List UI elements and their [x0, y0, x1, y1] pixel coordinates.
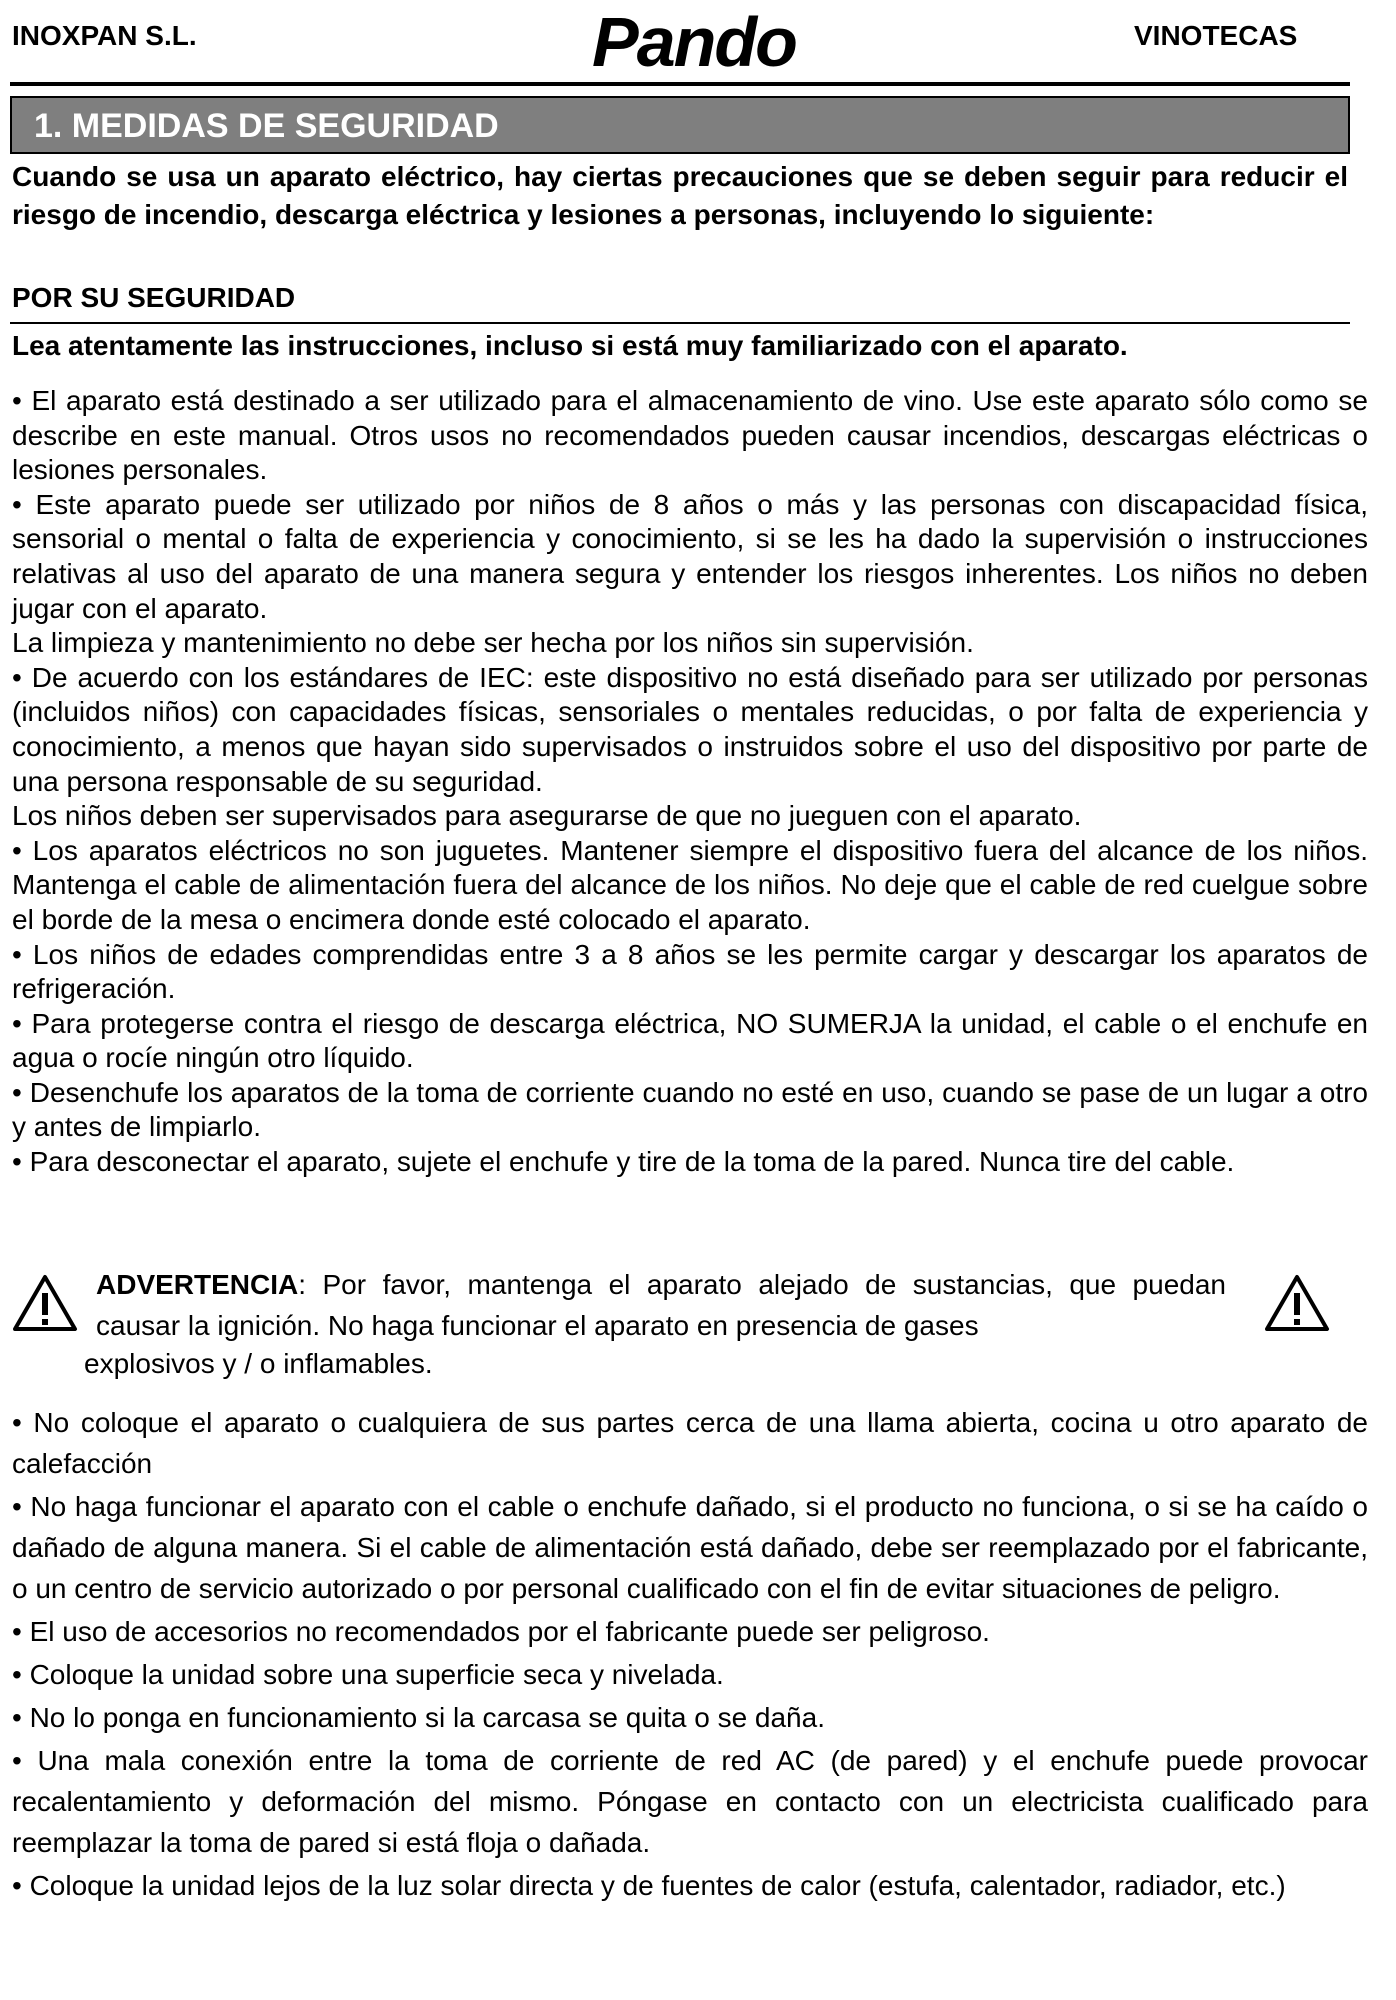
header-divider: [10, 82, 1350, 86]
list-item: • Coloque la unidad sobre una superficie seca y nivelada.: [12, 1659, 724, 1690]
warning-label: ADVERTENCIA: [96, 1269, 299, 1300]
document-category: VINOTECAS: [1134, 20, 1298, 51]
subheading-divider: [10, 322, 1350, 324]
safety-list-2: [12, 1402, 1368, 1908]
warning-paragraph: [96, 1264, 1226, 1346]
lead-sentence: Lea atentamente las instrucciones, incluso si está muy familiarizado con el aparato.: [12, 330, 1128, 361]
company-name: INOXPAN S.L.: [12, 20, 197, 51]
warning-icon: [12, 1274, 78, 1332]
subheading: POR SU SEGURIDAD: [12, 282, 296, 313]
intro-paragraph: Cuando se usa un aparato eléctrico, hay ciertas precauciones que se deben seguir para reducir el riesgo de incendio, descarga eléctrica y lesiones a personas, incluyendo lo siguiente:: [12, 161, 1348, 230]
list-item: • De acuerdo con los estándares de IEC: este dispositivo no está diseñado para ser utilizado por personas (incluidos niños) con capacidades físicas, sensoriales o mentales reducidas, o por falta de experiencia y conocimiento, a menos que hayan sido supervisados o instruidos sobre el uso del dispositivo por parte de una persona responsable de su seguridad.: [12, 661, 1368, 797]
list-item: • Los niños de edades comprendidas entre 3 a 8 años se les permite cargar y descargar los aparatos de refrigeración.: [12, 938, 1368, 1005]
list-item: La limpieza y mantenimiento no debe ser hecha por los niños sin supervisión.: [12, 627, 974, 659]
list-item: • El aparato está destinado a ser utilizado para el almacenamiento de vino. Use este aparato sólo como se describe en este manual. Otros usos no recomendados pueden causar incendios, descargas eléctricas o lesiones personales.: [12, 385, 1368, 486]
list-item: • Para desconectar el aparato, sujete el enchufe y tire de la toma de la pared. Nunca tire del cable.: [12, 1146, 1235, 1178]
list-item: • Los aparatos eléctricos no son juguetes. Mantener siempre el dispositivo fuera del alcance de los niños. Mantenga el cable de alimentación fuera del alcance de los niños. No deje que el cable de red cuelgue sobre el borde de la mesa o encimera donde esté colocado el aparato.: [12, 834, 1368, 935]
list-item: • Coloque la unidad lejos de la luz solar directa y de fuentes de calor (estufa, calentador, radiador, etc.): [12, 1870, 1286, 1901]
list-item: • Una mala conexión entre la toma de corriente de red AC (de pared) y el enchufe puede provocar recalentamiento y deformación del mismo. Póngase en contacto con un electricista cualificado para reemplazar la toma de pared si está floja o dañada.: [12, 1745, 1368, 1858]
list-item: • Desenchufe los aparatos de la toma de corriente cuando no esté en uso, cuando se pase de un lugar a otro y antes de limpiarlo.: [12, 1076, 1368, 1143]
list-item: • No coloque el aparato o cualquiera de sus partes cerca de una llama abierta, cocina u otro aparato de calefacción: [12, 1407, 1368, 1479]
list-item: • No haga funcionar el aparato con el cable o enchufe dañado, si el producto no funciona, o si se ha caído o dañado de alguna manera. Si el cable de alimentación está dañado, debe ser reemplazado por el fabricante, o un centro de servicio autorizado o por personal cualificado con el fin de evitar situaciones de peligro.: [12, 1491, 1368, 1604]
section-title: 1. MEDIDAS DE SEGURIDAD: [34, 107, 499, 145]
list-item: • Este aparato puede ser utilizado por niños de 8 años o más y las personas con discapacidad física, sensorial o mental o falta de experiencia y conocimiento, si se les ha dado la supervisión o instrucciones relativas al uso del aparato de una manera segura y entender los riesgos inherentes. Los niños no deben jugar con el aparato.: [12, 488, 1368, 624]
list-item: Los niños deben ser supervisados para asegurarse de que no jueguen con el aparato.: [12, 800, 1082, 832]
section-title-bar: [10, 96, 1350, 154]
warning-icon: [1264, 1274, 1330, 1332]
list-item: • No lo ponga en funcionamiento si la carcasa se quita o se daña.: [12, 1702, 825, 1733]
brand-logo: Pando: [592, 3, 796, 81]
warning-last-line: explosivos y / o inflamables.: [84, 1348, 433, 1379]
warning-text: : Por favor, mantenga el aparato alejado de sustancias, que puedan causar la ignición. No haga funcionar el aparato en presencia de gases: [96, 1269, 1226, 1341]
safety-list-1: [12, 384, 1368, 1180]
list-item: • Para protegerse contra el riesgo de descarga eléctrica, NO SUMERJA la unidad, el cable o el enchufe en agua o rocíe ningún otro líquido.: [12, 1007, 1368, 1074]
list-item: • El uso de accesorios no recomendados por el fabricante puede ser peligroso.: [12, 1616, 990, 1647]
